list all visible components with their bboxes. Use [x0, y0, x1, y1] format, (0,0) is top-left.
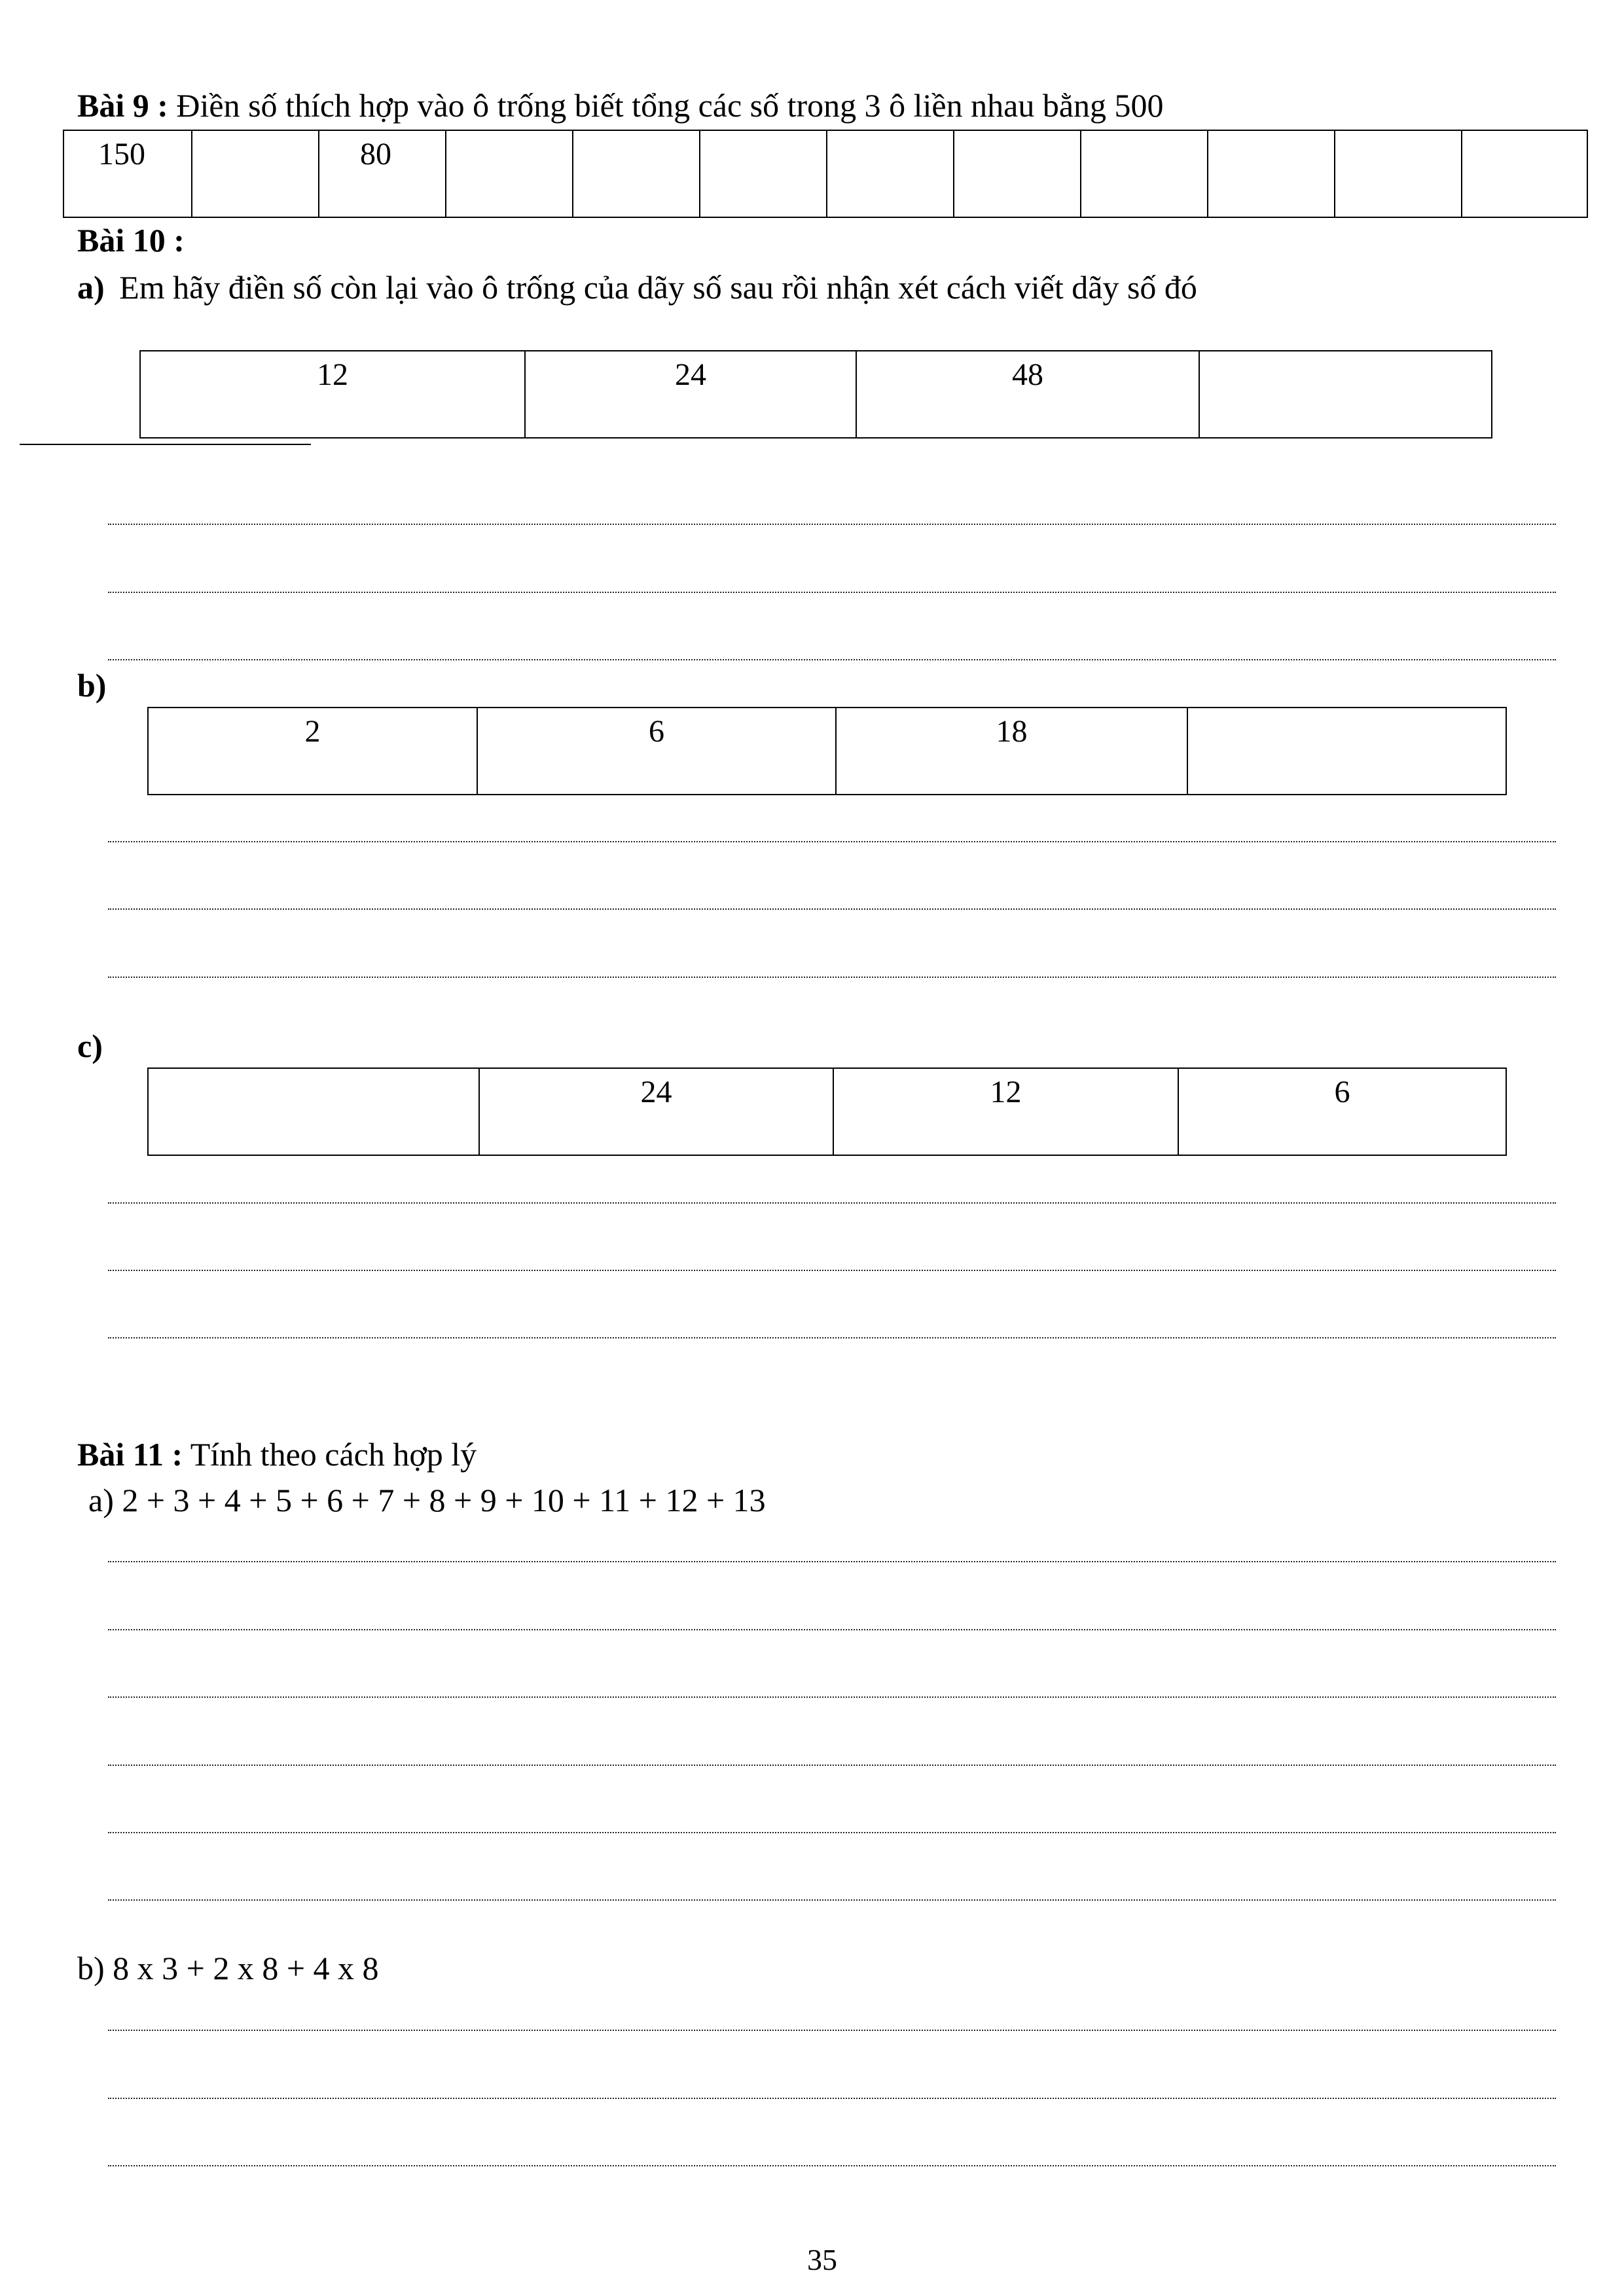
bai10-b-cell-2[interactable]: 6 [477, 708, 835, 794]
bai9-cell-7[interactable] [826, 131, 953, 217]
bai9-cell-1[interactable]: 150 [98, 137, 145, 171]
bai10-a-cell-1[interactable]: 12 [317, 357, 348, 392]
bai10-c-cell-2[interactable]: 24 [478, 1069, 833, 1155]
answer-line[interactable] [108, 592, 1556, 593]
bai11-a-expression: a) 2 + 3 + 4 + 5 + 6 + 7 + 8 + 9 + 10 + 11 + 12 + 13 [88, 1482, 766, 1518]
answer-line[interactable] [108, 1899, 1556, 1901]
bai9-label: Bài 9 : [77, 87, 168, 124]
bai10-a-cell-2[interactable]: 24 [524, 351, 856, 437]
bai11-text: Tính theo cách hợp lý [190, 1436, 477, 1473]
answer-line[interactable] [108, 659, 1556, 660]
bai10-c-label: c) [77, 1028, 103, 1064]
answer-line[interactable] [108, 1765, 1556, 1766]
bai10-b-cell-4[interactable] [1187, 708, 1506, 794]
bai11-b-expression: b) 8 x 3 + 2 x 8 + 4 x 8 [77, 1950, 379, 1986]
bai10-label: Bài 10 : [77, 222, 185, 259]
answer-line[interactable] [108, 1561, 1556, 1562]
answer-line[interactable] [108, 2030, 1556, 2031]
bai11-heading [77, 1438, 477, 1471]
page-number: 35 [807, 2243, 837, 2276]
bai10-b-cell-3[interactable]: 18 [835, 708, 1187, 794]
bai10-a-heading [77, 271, 1197, 304]
bai10-a-row [139, 350, 1492, 439]
bai9-number-row [63, 130, 1588, 218]
bai9-cell-2[interactable] [191, 131, 318, 217]
bai10-c-cell-4[interactable]: 6 [1178, 1069, 1506, 1155]
bai9-cell-4[interactable] [445, 131, 572, 217]
bai10-b-row [147, 707, 1507, 795]
answer-line[interactable] [108, 1270, 1556, 1271]
bai10-a-label: a) [77, 269, 105, 306]
bai9-cell-11[interactable] [1334, 131, 1461, 217]
answer-line[interactable] [108, 2098, 1556, 2099]
answer-line[interactable] [108, 1696, 1556, 1698]
answer-line[interactable] [108, 1629, 1556, 1630]
bai9-text: Điền số thích hợp vào ô trống biết tổng các số trong 3 ô liền nhau bằng 500 [176, 87, 1164, 124]
bai10-c-cell-1[interactable] [149, 1069, 478, 1155]
bai9-cell-10[interactable] [1207, 131, 1334, 217]
bai9-cell-9[interactable] [1080, 131, 1207, 217]
answer-line[interactable] [108, 908, 1556, 910]
bai9-heading [77, 89, 1164, 122]
answer-line[interactable] [108, 1337, 1556, 1338]
answer-line[interactable] [108, 977, 1556, 978]
bai11-label: Bài 11 : [77, 1436, 183, 1473]
bai9-cell-5[interactable] [572, 131, 699, 217]
answer-line[interactable] [108, 2165, 1556, 2166]
short-rule [20, 444, 311, 445]
bai9-cell-12[interactable] [1461, 131, 1587, 217]
bai10-a-cell-4[interactable] [1199, 351, 1491, 437]
answer-line[interactable] [108, 524, 1556, 525]
bai10-b-cell-1[interactable]: 2 [304, 714, 321, 749]
bai9-cell-6[interactable] [699, 131, 826, 217]
answer-line[interactable] [108, 1202, 1556, 1204]
answer-line[interactable] [108, 841, 1556, 842]
answer-line[interactable] [108, 1832, 1556, 1833]
bai10-a-text: Em hãy điền số còn lại vào ô trống của dãy số sau rồi nhận xét cách viết dãy số đó [119, 269, 1197, 306]
bai10-c-cell-3[interactable]: 12 [833, 1069, 1178, 1155]
bai9-cell-3[interactable]: 80 [318, 131, 445, 217]
bai9-cell-8[interactable] [953, 131, 1080, 217]
bai10-b-label: b) [77, 667, 107, 704]
bai10-a-cell-3[interactable]: 48 [856, 351, 1199, 437]
bai10-c-row [147, 1067, 1507, 1156]
